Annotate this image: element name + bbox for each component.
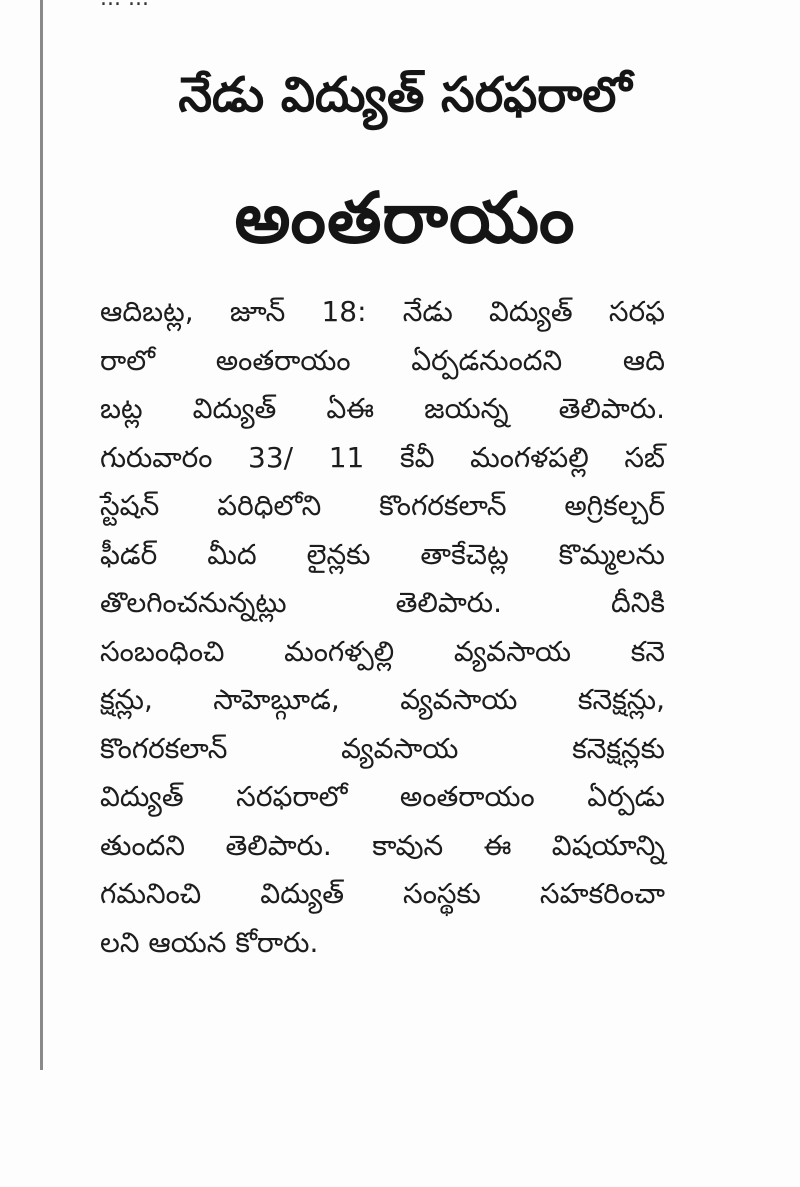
body-line: సంబంధించి మంగళ్పల్లి వ్యవసాయ కనె (100, 634, 665, 668)
body-line: స్టేషన్ పరిధిలోని కొంగరకలాన్ అగ్రికల్చర్ (100, 489, 665, 522)
headline-line-1: నేడు విద్యుత్ సరఫరాలో (178, 67, 632, 123)
body-line: తుందని తెలిపారు. కావున ఈ విషయాన్ని (100, 828, 665, 862)
article-body (100, 288, 665, 967)
body-line: కొంగరకలాన్ వ్యవసాయ కనెక్షన్లకు (100, 731, 665, 765)
body-line: బట్ల విద్యుత్ ఏఈ జయన్న తెలిపారు. (100, 392, 665, 425)
headline-line-2: అంతరాయం (234, 177, 576, 259)
body-line: రాలో అంతరాయం ఏర్పడనుందని ఆది (100, 343, 665, 377)
body-line: ఆదిబట్ల, జూన్ 18: నేడు విద్యుత్ సరఫ (100, 295, 665, 328)
body-line: ఫీడర్ మీద లైన్లకు తాకేచెట్ల కొమ్మలను (100, 537, 665, 571)
body-line: లని ఆయన కోరారు. (100, 925, 319, 959)
body-line: తొలగించనున్నట్లు తెలిపారు. దీనికి (100, 586, 665, 619)
body-line: గమనించి విద్యుత్ సంస్థకు సహకరించా (100, 877, 665, 910)
body-line: గురువారం 33/ 11 కేవీ మంగళపల్లి సబ్ (100, 440, 665, 474)
body-line: క్షన్లు, సాహెబ్గూడ, వ్యవసాయ కనెక్షన్లు, (100, 683, 665, 716)
previous-article-fragment (100, 0, 540, 8)
column-divider (40, 0, 43, 1070)
body-line: విద్యుత్ సరఫరాలో అంతరాయం ఏర్పడు (100, 780, 665, 813)
